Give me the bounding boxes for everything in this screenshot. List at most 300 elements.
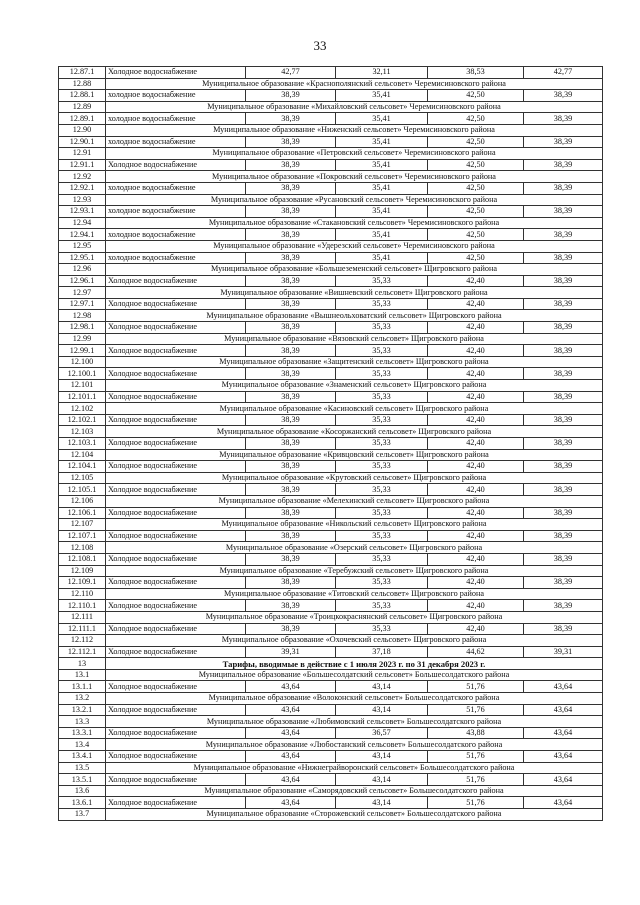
row-code: 12.97.1 [59, 298, 106, 310]
tariff-value-v4: 43,64 [524, 774, 603, 786]
row-code: 13.2.1 [59, 704, 106, 716]
service-name: Холодное водоснабжение [106, 600, 246, 612]
tariff-value-v1: 38,39 [246, 206, 336, 218]
tariff-value-v2: 35,33 [336, 484, 428, 496]
tariff-value-v2: 35,41 [336, 182, 428, 194]
tariff-value-v2: 35,33 [336, 553, 428, 565]
tariff-value-v3: 42,40 [428, 368, 524, 380]
tariff-value-v3: 42,50 [428, 252, 524, 264]
tariff-value-v4: 38,39 [524, 229, 603, 241]
tariff-value-v4: 38,39 [524, 414, 603, 426]
tariff-row [59, 681, 603, 693]
tariff-value-v3: 42,40 [428, 623, 524, 635]
tariff-value-v1: 43,64 [246, 727, 336, 739]
municipality-title: Муниципальное образование «Сторожевский сельсовет» Большесолдатского района [106, 809, 603, 821]
row-code: 13.5.1 [59, 774, 106, 786]
tariff-value-v1: 43,64 [246, 751, 336, 763]
row-code: 13.1 [59, 669, 106, 681]
row-code: 12.90.1 [59, 136, 106, 148]
tariff-value-v3: 42,40 [428, 298, 524, 310]
row-code: 12.95.1 [59, 252, 106, 264]
municipality-row [59, 148, 603, 160]
tariff-value-v2: 35,33 [336, 577, 428, 589]
row-code: 12.108.1 [59, 553, 106, 565]
row-code: 13.3 [59, 716, 106, 728]
service-name: Холодное водоснабжение [106, 368, 246, 380]
tariff-row [59, 298, 603, 310]
municipality-title: Муниципальное образование «Касиновский сельсовет» Щигровского района [106, 403, 603, 415]
tariff-value-v4: 38,39 [524, 206, 603, 218]
service-name: Холодное водоснабжение [106, 704, 246, 716]
tariff-value-v1: 43,64 [246, 704, 336, 716]
service-name: Холодное водоснабжение [106, 67, 246, 79]
tariff-row [59, 206, 603, 218]
service-name: Холодное водоснабжение [106, 507, 246, 519]
row-code: 12.91.1 [59, 159, 106, 171]
tariff-value-v3: 44,62 [428, 646, 524, 658]
row-code: 12.88 [59, 78, 106, 90]
tariff-row [59, 484, 603, 496]
tariff-value-v2: 35,33 [336, 600, 428, 612]
row-code: 12.97 [59, 287, 106, 299]
row-code: 12.94 [59, 217, 106, 229]
municipality-title: Муниципальное образование «Любимовский сельсовет» Большесолдатского района [106, 716, 603, 728]
service-name: Холодное водоснабжение [106, 484, 246, 496]
row-code: 13.4 [59, 739, 106, 751]
municipality-title: Муниципальное образование «Ниженский сельсовет» Черемисиновского района [106, 124, 603, 136]
municipality-row [59, 310, 603, 322]
row-code: 13.4.1 [59, 751, 106, 763]
row-code: 12.105 [59, 472, 106, 484]
municipality-row [59, 495, 603, 507]
row-code: 12.92.1 [59, 182, 106, 194]
tariff-value-v1: 38,39 [246, 229, 336, 241]
row-code: 12.112 [59, 635, 106, 647]
municipality-title: Муниципальное образование «Никольский сельсовет» Щигровского района [106, 519, 603, 531]
tariff-value-v3: 51,76 [428, 797, 524, 809]
row-code: 13.6.1 [59, 797, 106, 809]
tariff-value-v2: 35,33 [336, 275, 428, 287]
row-code: 12.94.1 [59, 229, 106, 241]
tariff-row [59, 727, 603, 739]
municipality-row [59, 333, 603, 345]
tariff-value-v3: 51,76 [428, 774, 524, 786]
tariff-value-v2: 43,14 [336, 751, 428, 763]
row-code: 12.90 [59, 124, 106, 136]
municipality-row [59, 739, 603, 751]
municipality-row [59, 287, 603, 299]
row-code: 13.3.1 [59, 727, 106, 739]
row-code: 12.99.1 [59, 345, 106, 357]
tariff-value-v4: 43,64 [524, 681, 603, 693]
tariff-value-v4: 38,39 [524, 90, 603, 102]
tariff-value-v4: 38,39 [524, 113, 603, 125]
service-name: Холодное водоснабжение [106, 438, 246, 450]
row-code: 13.7 [59, 809, 106, 821]
tariff-value-v2: 35,33 [336, 368, 428, 380]
row-code: 13.5 [59, 762, 106, 774]
tariff-value-v3: 42,40 [428, 577, 524, 589]
municipality-row [59, 264, 603, 276]
row-code: 12.88.1 [59, 90, 106, 102]
service-name: холодное водоснабжение [106, 136, 246, 148]
service-name: Холодное водоснабжение [106, 298, 246, 310]
row-code: 12.103 [59, 426, 106, 438]
municipality-row [59, 809, 603, 821]
tariff-value-v2: 35,33 [336, 530, 428, 542]
tariff-value-v3: 42,50 [428, 206, 524, 218]
tariff-row [59, 182, 603, 194]
tariff-table [58, 66, 603, 821]
tariff-value-v1: 38,39 [246, 484, 336, 496]
tariff-value-v2: 43,14 [336, 774, 428, 786]
tariff-value-v4: 38,39 [524, 322, 603, 334]
tariff-row [59, 345, 603, 357]
tariff-value-v4: 38,39 [524, 600, 603, 612]
tariff-value-v4: 38,39 [524, 623, 603, 635]
row-code: 13.6 [59, 785, 106, 797]
municipality-title: Муниципальное образование «Троицкокраснянский сельсовет» Щигровского района [106, 611, 603, 623]
row-code: 13.2 [59, 693, 106, 705]
tariff-value-v4: 38,39 [524, 298, 603, 310]
tariff-value-v1: 39,31 [246, 646, 336, 658]
service-name: холодное водоснабжение [106, 113, 246, 125]
municipality-title: Муниципальное образование «Волоконский сельсовет» Большесолдатского района [106, 693, 603, 705]
municipality-title: Муниципальное образование «Мелехинский сельсовет» Щигровского района [106, 495, 603, 507]
tariff-value-v1: 38,39 [246, 322, 336, 334]
row-code: 12.93 [59, 194, 106, 206]
tariff-row [59, 774, 603, 786]
row-code: 12.105.1 [59, 484, 106, 496]
tariff-row [59, 322, 603, 334]
tariff-value-v4: 38,39 [524, 530, 603, 542]
tariff-value-v4: 38,39 [524, 252, 603, 264]
section-heading-row [59, 658, 603, 670]
municipality-title: Муниципальное образование «Крутовский сельсовет» Щигровского района [106, 472, 603, 484]
tariff-value-v3: 42,50 [428, 182, 524, 194]
municipality-title: Муниципальное образование «Защитенский сельсовет» Щигровского района [106, 356, 603, 368]
tariff-value-v4: 43,64 [524, 751, 603, 763]
tariff-value-v2: 35,41 [336, 90, 428, 102]
municipality-row [59, 635, 603, 647]
service-name: холодное водоснабжение [106, 252, 246, 264]
service-name: Холодное водоснабжение [106, 623, 246, 635]
tariff-row [59, 275, 603, 287]
tariff-value-v1: 38,39 [246, 391, 336, 403]
tariff-value-v3: 51,76 [428, 704, 524, 716]
service-name: Холодное водоснабжение [106, 414, 246, 426]
tariff-value-v3: 42,40 [428, 507, 524, 519]
tariff-value-v3: 42,50 [428, 90, 524, 102]
municipality-row [59, 124, 603, 136]
row-code: 12.109 [59, 565, 106, 577]
service-name: холодное водоснабжение [106, 90, 246, 102]
municipality-row [59, 565, 603, 577]
tariff-row [59, 461, 603, 473]
service-name: Холодное водоснабжение [106, 530, 246, 542]
tariff-value-v2: 35,41 [336, 206, 428, 218]
tariff-value-v2: 35,41 [336, 159, 428, 171]
municipality-row [59, 716, 603, 728]
tariff-value-v3: 42,40 [428, 600, 524, 612]
row-code: 12.110.1 [59, 600, 106, 612]
tariff-value-v3: 42,50 [428, 229, 524, 241]
row-code: 12.112.1 [59, 646, 106, 658]
tariff-value-v4: 38,39 [524, 159, 603, 171]
row-code: 12.111 [59, 611, 106, 623]
municipality-title: Муниципальное образование «Кривцовский сельсовет» Щигровского района [106, 449, 603, 461]
service-name: Холодное водоснабжение [106, 553, 246, 565]
municipality-title: Муниципальное образование «Михайловский сельсовет» Черемисиновского района [106, 101, 603, 113]
tariff-row [59, 90, 603, 102]
tariff-value-v4: 43,64 [524, 727, 603, 739]
service-name: холодное водоснабжение [106, 229, 246, 241]
tariff-row [59, 113, 603, 125]
municipality-row [59, 380, 603, 392]
tariff-value-v3: 42,40 [428, 553, 524, 565]
row-code: 12.92 [59, 171, 106, 183]
tariff-value-v2: 37,18 [336, 646, 428, 658]
municipality-row [59, 403, 603, 415]
municipality-title: Муниципальное образование «Знаменский сельсовет» Щигровского района [106, 380, 603, 392]
municipality-title: Муниципальное образование «Вязовский сельсовет» Щигровского района [106, 333, 603, 345]
service-name: Холодное водоснабжение [106, 391, 246, 403]
row-code: 12.89.1 [59, 113, 106, 125]
service-name: Холодное водоснабжение [106, 345, 246, 357]
municipality-row [59, 101, 603, 113]
municipality-title: Муниципальное образование «Стакановский сельсовет» Черемисиновского района [106, 217, 603, 229]
municipality-row [59, 588, 603, 600]
municipality-row [59, 542, 603, 554]
tariff-value-v4: 38,39 [524, 391, 603, 403]
row-code: 12.107.1 [59, 530, 106, 542]
tariff-row [59, 438, 603, 450]
tariff-value-v2: 35,33 [336, 414, 428, 426]
tariff-value-v3: 51,76 [428, 751, 524, 763]
tariff-value-v1: 38,39 [246, 90, 336, 102]
row-code: 12.104 [59, 449, 106, 461]
tariff-value-v2: 36,57 [336, 727, 428, 739]
tariff-value-v2: 35,33 [336, 438, 428, 450]
tariff-value-v3: 42,40 [428, 345, 524, 357]
tariff-row [59, 507, 603, 519]
tariff-value-v1: 42,77 [246, 67, 336, 79]
municipality-title: Муниципальное образование «Русановский сельсовет» Черемисиновского района [106, 194, 603, 206]
tariff-row [59, 751, 603, 763]
tariff-value-v1: 38,39 [246, 298, 336, 310]
tariff-value-v2: 35,33 [336, 391, 428, 403]
municipality-row [59, 78, 603, 90]
row-code: 12.107 [59, 519, 106, 531]
row-code: 13.1.1 [59, 681, 106, 693]
tariff-value-v1: 38,39 [246, 252, 336, 264]
municipality-row [59, 356, 603, 368]
tariff-value-v4: 38,39 [524, 275, 603, 287]
tariff-value-v1: 38,39 [246, 577, 336, 589]
tariff-value-v1: 38,39 [246, 345, 336, 357]
tariff-value-v4: 38,39 [524, 461, 603, 473]
tariff-value-v2: 35,33 [336, 345, 428, 357]
tariff-value-v4: 38,39 [524, 484, 603, 496]
tariff-value-v2: 35,41 [336, 136, 428, 148]
row-code: 12.98 [59, 310, 106, 322]
municipality-title: Муниципальное образование «Вишневский сельсовет» Щигровского района [106, 287, 603, 299]
tariff-row [59, 136, 603, 148]
tariff-value-v3: 42,40 [428, 530, 524, 542]
tariff-value-v4: 38,39 [524, 182, 603, 194]
tariff-value-v1: 43,64 [246, 774, 336, 786]
municipality-title: Муниципальное образование «Титовский сельсовет» Щигровского района [106, 588, 603, 600]
tariff-value-v4: 39,31 [524, 646, 603, 658]
tariff-value-v4: 43,64 [524, 704, 603, 716]
tariff-row [59, 530, 603, 542]
tariff-row [59, 646, 603, 658]
row-code: 12.110 [59, 588, 106, 600]
tariff-value-v1: 38,39 [246, 182, 336, 194]
row-code: 12.101 [59, 380, 106, 392]
service-name: Холодное водоснабжение [106, 461, 246, 473]
municipality-title: Муниципальное образование «Косоржанский сельсовет» Щигровского района [106, 426, 603, 438]
tariff-value-v3: 38,53 [428, 67, 524, 79]
row-code: 12.104.1 [59, 461, 106, 473]
municipality-title: Муниципальное образование «Большеземенский сельсовет» Щигровского района [106, 264, 603, 276]
service-name: Холодное водоснабжение [106, 646, 246, 658]
tariff-value-v2: 35,33 [336, 298, 428, 310]
municipality-row [59, 171, 603, 183]
tariff-value-v1: 38,39 [246, 113, 336, 125]
municipality-title: Муниципальное образование «Охочевский сельсовет» Щигровского района [106, 635, 603, 647]
tariff-row [59, 229, 603, 241]
row-code: 12.101.1 [59, 391, 106, 403]
tariff-value-v1: 38,39 [246, 438, 336, 450]
tariff-value-v1: 38,39 [246, 461, 336, 473]
tariff-value-v2: 35,41 [336, 252, 428, 264]
municipality-row [59, 762, 603, 774]
tariff-value-v4: 38,39 [524, 345, 603, 357]
service-name: Холодное водоснабжение [106, 751, 246, 763]
tariff-value-v3: 42,50 [428, 136, 524, 148]
municipality-row [59, 669, 603, 681]
tariff-row [59, 67, 603, 79]
row-code: 12.111.1 [59, 623, 106, 635]
tariff-value-v2: 35,33 [336, 322, 428, 334]
municipality-title: Муниципальное образование «Краснополянский сельсовет» Черемисиновского района [106, 78, 603, 90]
service-name: холодное водоснабжение [106, 182, 246, 194]
tariff-value-v2: 35,33 [336, 507, 428, 519]
municipality-row [59, 693, 603, 705]
municipality-title: Муниципальное образование «Любостанский сельсовет» Большесолдатского района [106, 739, 603, 751]
row-code: 12.106.1 [59, 507, 106, 519]
page-number: 33 [313, 38, 327, 53]
tariff-value-v1: 38,39 [246, 553, 336, 565]
tariff-value-v1: 38,39 [246, 159, 336, 171]
municipality-title: Муниципальное образование «Нижнеграйворонский сельсовет» Большесолдатского района [106, 762, 603, 774]
row-code: 12.95 [59, 240, 106, 252]
tariff-value-v3: 42,40 [428, 391, 524, 403]
tariff-value-v2: 35,33 [336, 623, 428, 635]
row-code: 12.106 [59, 495, 106, 507]
row-code: 12.96.1 [59, 275, 106, 287]
municipality-title: Муниципальное образование «Петровский сельсовет» Черемисиновского района [106, 148, 603, 160]
tariff-value-v1: 43,64 [246, 681, 336, 693]
tariff-row [59, 577, 603, 589]
row-code: 12.108 [59, 542, 106, 554]
municipality-row [59, 426, 603, 438]
service-name: Холодное водоснабжение [106, 577, 246, 589]
row-code: 12.93.1 [59, 206, 106, 218]
tariff-row [59, 623, 603, 635]
tariff-value-v4: 38,39 [524, 577, 603, 589]
row-code: 12.89 [59, 101, 106, 113]
municipality-title: Муниципальное образование «Теребужский сельсовет» Щигровского района [106, 565, 603, 577]
tariff-value-v2: 35,41 [336, 229, 428, 241]
tariff-value-v2: 43,14 [336, 681, 428, 693]
municipality-row [59, 217, 603, 229]
municipality-row [59, 472, 603, 484]
tariff-value-v4: 38,39 [524, 368, 603, 380]
tariff-row [59, 159, 603, 171]
municipality-title: Муниципальное образование «Покровский сельсовет» Черемисиновского района [106, 171, 603, 183]
row-code: 12.109.1 [59, 577, 106, 589]
municipality-row [59, 519, 603, 531]
tariff-value-v2: 35,33 [336, 461, 428, 473]
tariff-value-v1: 38,39 [246, 600, 336, 612]
municipality-row [59, 240, 603, 252]
tariff-row [59, 553, 603, 565]
row-code: 12.100 [59, 356, 106, 368]
municipality-row [59, 194, 603, 206]
tariff-row [59, 368, 603, 380]
tariff-row [59, 414, 603, 426]
municipality-title: Муниципальное образование «Удерезский сельсовет» Черемисиновского района [106, 240, 603, 252]
row-code: 12.100.1 [59, 368, 106, 380]
tariff-value-v3: 42,40 [428, 322, 524, 334]
tariff-value-v1: 38,39 [246, 507, 336, 519]
row-code: 12.96 [59, 264, 106, 276]
tariff-value-v3: 42,40 [428, 275, 524, 287]
tariff-value-v2: 43,14 [336, 704, 428, 716]
row-code: 13 [59, 658, 106, 670]
tariff-value-v4: 42,77 [524, 67, 603, 79]
municipality-title: Муниципальное образование «Вышнеольховатский сельсовет» Щигровского района [106, 310, 603, 322]
section-title: Тарифы, вводимые в действие с 1 июля 2023 г. по 31 декабря 2023 г. [106, 658, 603, 670]
service-name: Холодное водоснабжение [106, 159, 246, 171]
tariff-value-v4: 38,39 [524, 136, 603, 148]
tariff-value-v2: 43,14 [336, 797, 428, 809]
tariff-value-v3: 42,40 [428, 414, 524, 426]
service-name: Холодное водоснабжение [106, 797, 246, 809]
tariff-value-v2: 35,41 [336, 113, 428, 125]
row-code: 12.102 [59, 403, 106, 415]
row-code: 12.99 [59, 333, 106, 345]
service-name: холодное водоснабжение [106, 206, 246, 218]
tariff-value-v4: 43,64 [524, 797, 603, 809]
row-code: 12.102.1 [59, 414, 106, 426]
tariff-value-v3: 42,40 [428, 438, 524, 450]
municipality-row [59, 449, 603, 461]
tariff-value-v1: 38,39 [246, 136, 336, 148]
municipality-title: Муниципальное образование «Озерский сельсовет» Щигровского района [106, 542, 603, 554]
tariff-value-v2: 32,11 [336, 67, 428, 79]
tariff-value-v3: 42,50 [428, 159, 524, 171]
tariff-value-v3: 43,88 [428, 727, 524, 739]
tariff-row [59, 391, 603, 403]
row-code: 12.98.1 [59, 322, 106, 334]
municipality-title: Муниципальное образование «Саморядовский сельсовет» Большесолдатского района [106, 785, 603, 797]
tariff-row [59, 704, 603, 716]
table-body [59, 67, 603, 821]
service-name: Холодное водоснабжение [106, 727, 246, 739]
